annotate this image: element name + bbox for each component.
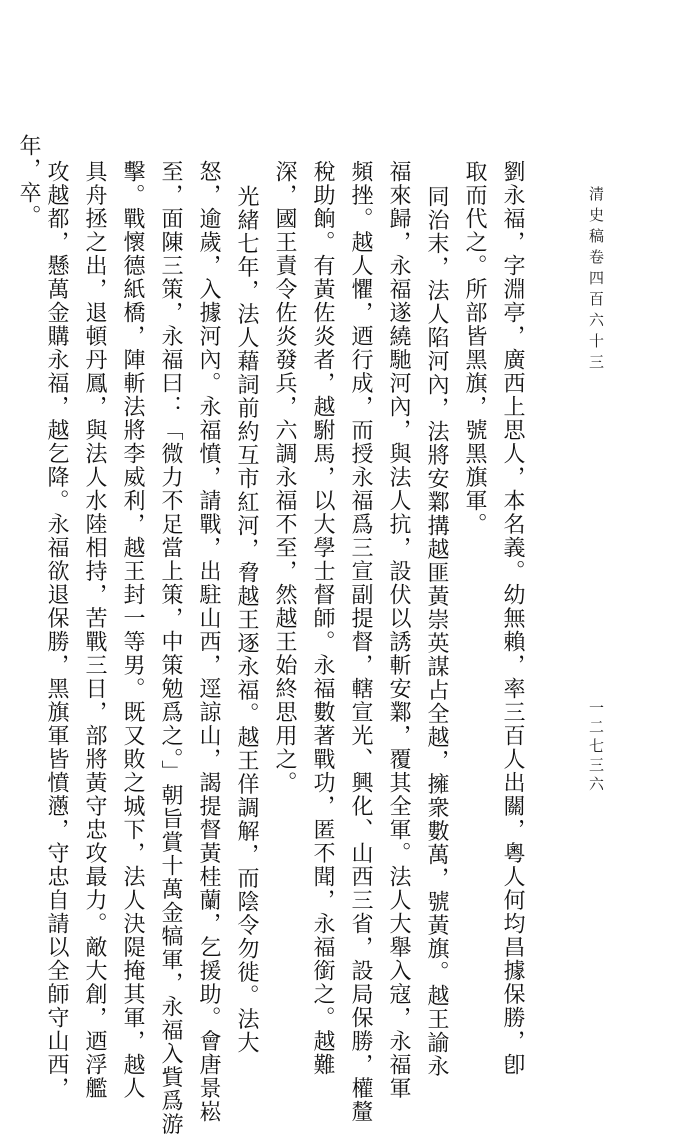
text-column-7: 深，國王責令佐炎發兵，六調永福不至，然越王始終思用之。	[272, 160, 297, 795]
text-column-2: 取而代之。所部皆黑旗，號黑旗軍。	[462, 160, 487, 536]
running-head-title: 清史稿卷四百六十三	[587, 186, 605, 375]
text-column-10: 至，面陳三策，永福曰：「微力不足當上策，中策勉爲之。」朝旨賞十萬金犒軍，永福入貲爲游	[158, 160, 183, 1136]
text-column-5: 頻挫。越人懼，迺行成，而授永福爲三宣副提督，轄宣光、興化、山西三省，設局保勝，權釐	[348, 160, 373, 1124]
text-column-13: 攻越都，懸萬金購永福，越乞降。永福欲退保勝，黑旗軍皆憤懣，守忠自請以全師守山西，	[44, 160, 69, 1100]
page-number: 一二七三六	[587, 700, 605, 795]
text-column-12: 具舟拯之出，退頓丹鳳，與法人水陸相持，苦戰三日，部將黃守忠攻最力。敵大創，迺浮艦	[82, 160, 107, 1100]
text-column-9: 怒，逾歲，入據河內。永福憤，請戰，出駐山西，逕諒山，謁提督黃桂蘭，乞援助。會唐景崧	[196, 160, 221, 1124]
text-column-6: 稅助餉。有黃佐炎者，越駙馬，以大學士督師。永福數著戰功，匿不聞，永福銜之。越難	[310, 160, 335, 1077]
text-column-14: 年，卒。	[16, 134, 41, 228]
text-column-11: 擊。戰懷德紙橋，陣斬法將李威利，越王封一等男。既又敗之城下，法人決隄掩其軍，越人	[120, 160, 145, 1100]
text-column-1: 劉永福，字淵亭，廣西上思人，本名義。幼無賴，率三百人出關，粵人何均昌據保勝，卽	[500, 160, 525, 1077]
text-column-4: 福來歸，永福遂繞馳河內，與法人抗，設伏以誘斬安鄴，覆其全軍。法人大舉入寇，永福軍	[386, 160, 411, 1100]
text-column-8: 光緒七年，法人藉詞前約互市紅河，脅越王逐永福。越王佯調解，而陰令勿徙。法大	[234, 185, 259, 1055]
text-column-3: 同治末，法人陷河內，法將安鄴搆越匪黃崇英謀占全越，擁衆數萬，號黃旗。越王諭永	[424, 185, 449, 1078]
